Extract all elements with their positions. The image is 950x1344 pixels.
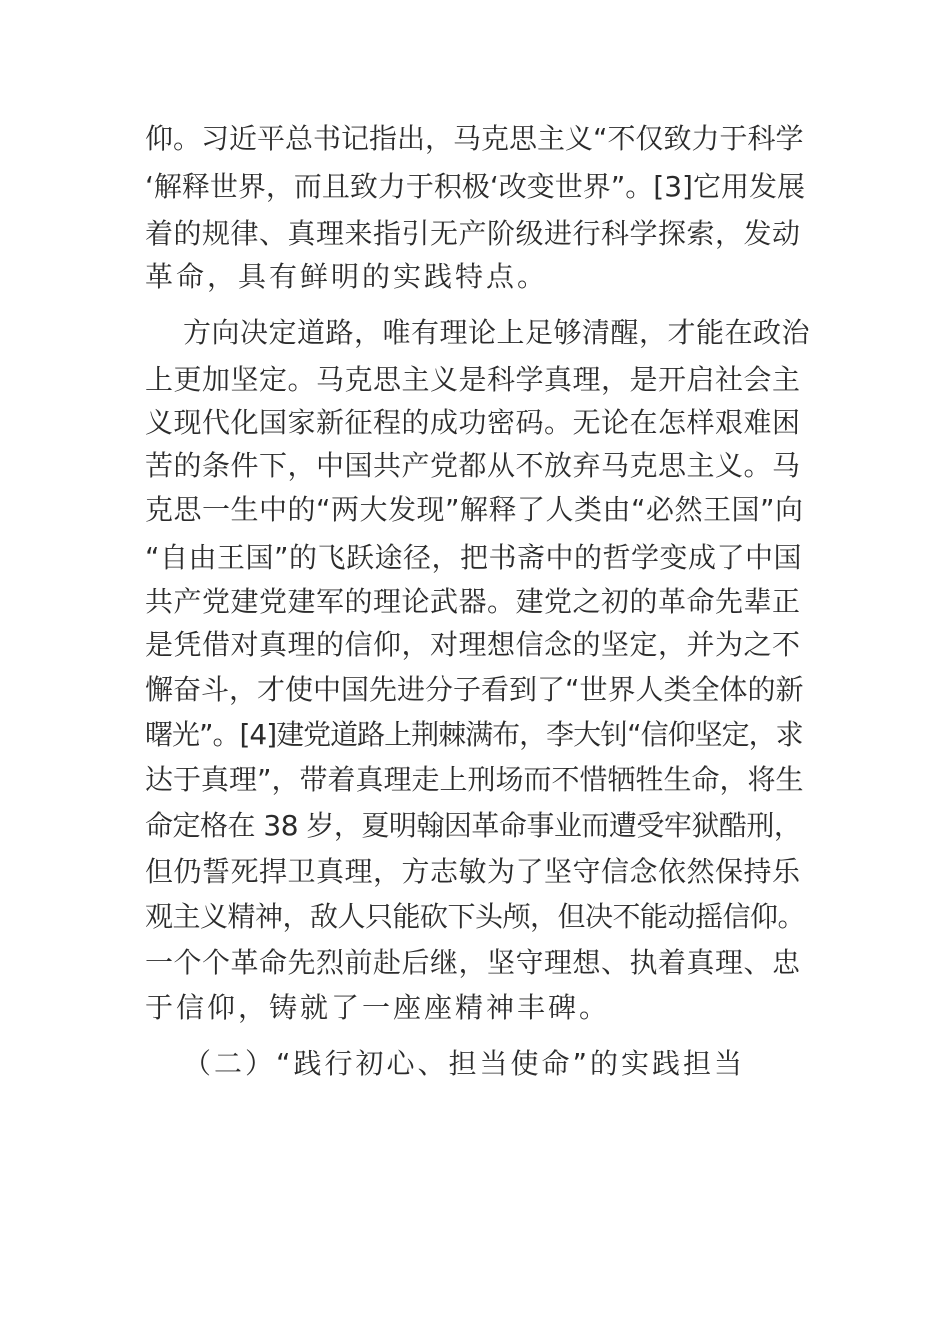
paragraph-2-line-2: 上更加坚定。马克思主义是科学真理，是开启社会主	[145, 363, 801, 396]
paragraph-2-line-9: 懈奋斗，才使中国先进分子看到了“世界人类全体的新	[145, 673, 804, 706]
paragraph-2-line-5: 克思一生中的“两大发现”解释了人类由“必然王国”向	[145, 493, 804, 526]
paragraph-2-line-3: 义现代化国家新征程的成功密码。无论在怎样艰难困	[145, 406, 801, 439]
paragraph-2-line-13: 但仍誓死捍卫真理，方志敏为了坚守信念依然保持乐	[145, 855, 801, 888]
paragraph-2-line-14: 观主义精神，敌人只能砍下头颅，但决不能动摇信仰。	[145, 900, 806, 933]
paragraph-2-line-1: 方向决定道路，唯有理论上足够清醒，才能在政治	[183, 316, 811, 349]
paragraph-2-line-8: 是凭借对真理的信仰，对理想信念的坚定，并为之不	[145, 628, 801, 661]
paragraph-1-line-3: 着的规律、真理来指引无产阶级进行科学探索，发动	[145, 217, 801, 250]
paragraph-2-line-12: 命定格在 38 岁，夏明翰因革命事业而遭受牢狱酷刑，	[145, 809, 802, 842]
paragraph-2-line-15: 一个个革命先烈前赴后继，坚守理想、执着真理、忠	[145, 946, 801, 979]
paragraph-2-line-6: “自由王国”的飞跃途径，把书斋中的哲学变成了中国	[145, 541, 803, 574]
section-heading: （二）“践行初心、担当使命”的实践担当	[183, 1047, 746, 1080]
paragraph-1-line-1: 仰。习近平总书记指出，马克思主义“不仅致力于科学	[145, 122, 804, 155]
paragraph-2-line-10: 曙光”。[4]建党道路上荆棘满布，李大钊“信仰坚定，求	[145, 718, 803, 751]
paragraph-2-line-11: 达于真理”，带着真理走上刑场而不惜牺牲生命，将生	[145, 763, 804, 796]
paragraph-1-line-4: 革命，具有鲜明的实践特点。	[145, 260, 549, 293]
paragraph-1-line-2: ‘解释世界，而且致力于积极‘改变世界”。[3]它用发展	[145, 170, 805, 203]
paragraph-2-line-7: 共产党建党建军的理论武器。建党之初的革命先辈正	[145, 585, 801, 618]
paragraph-2-line-16: 于信仰，铸就了一座座精神丰碑。	[145, 991, 611, 1024]
paragraph-2-line-4: 苦的条件下，中国共产党都从不放弃马克思主义。马	[145, 449, 801, 482]
